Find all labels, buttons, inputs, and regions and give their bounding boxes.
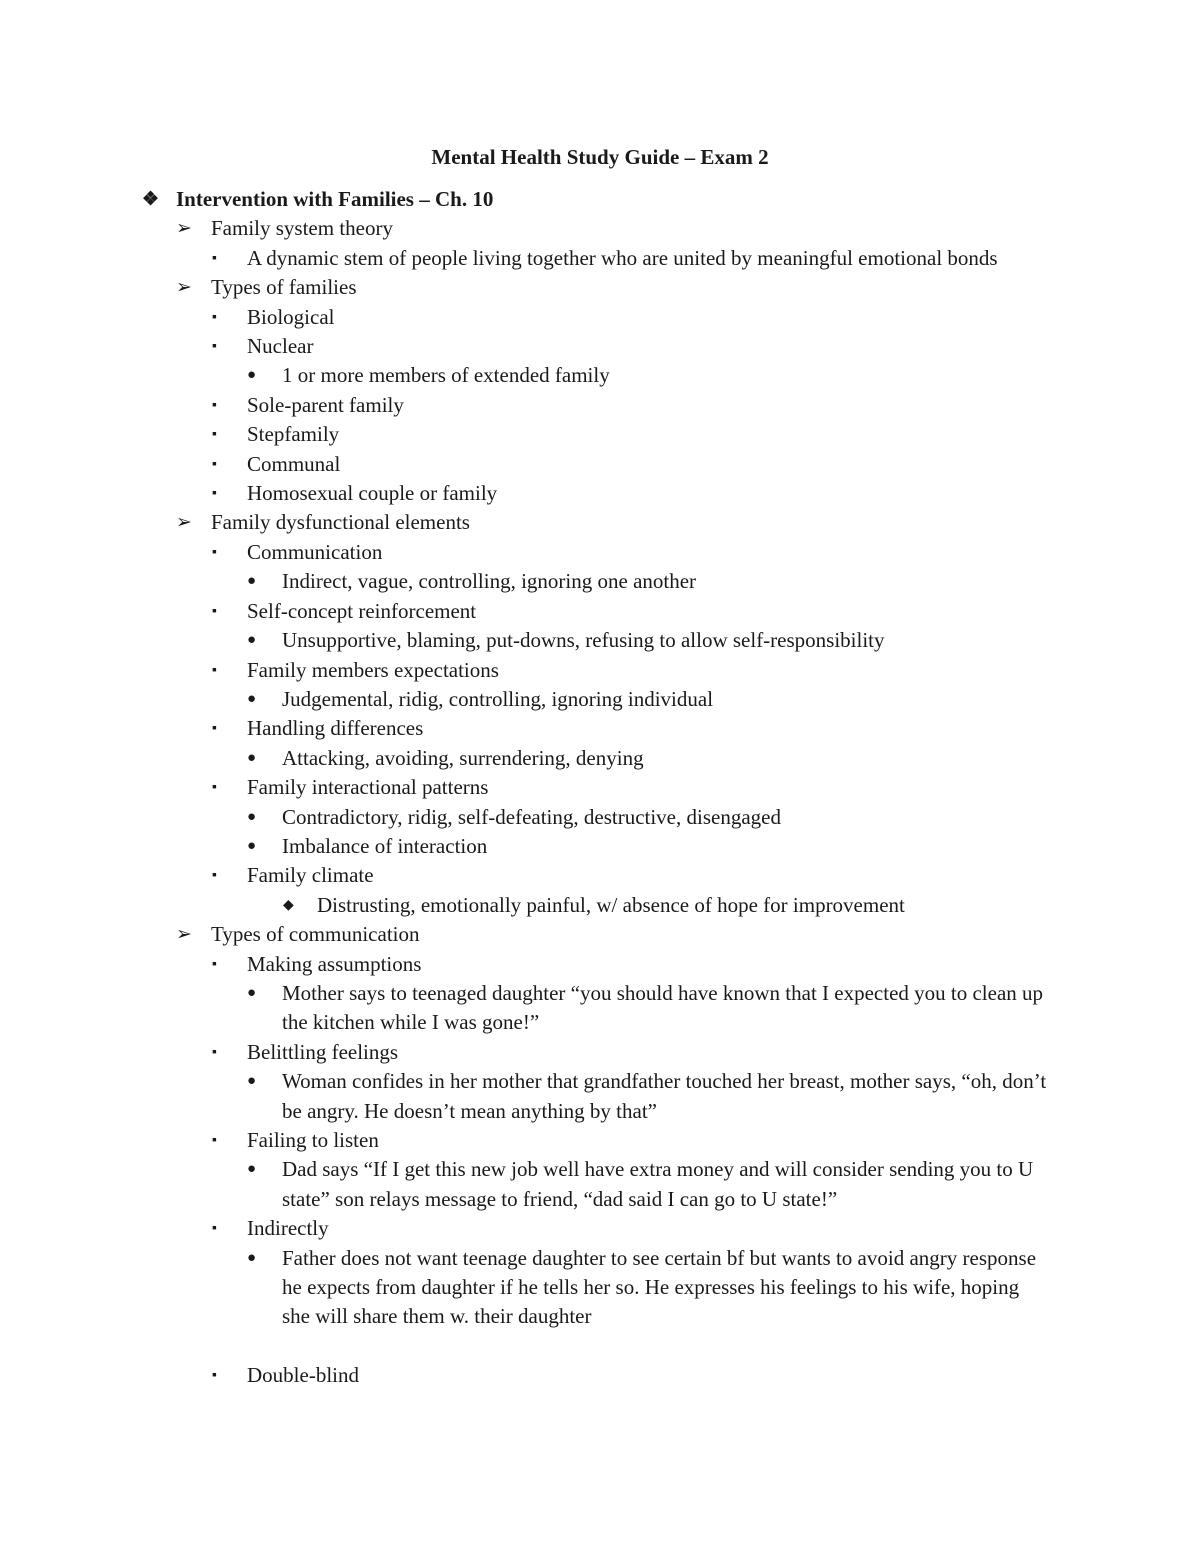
list-item-text: Family members expectations [247,657,499,682]
bullet-icon: ▪ [212,309,217,325]
list-item [0,1067,1200,1126]
list-item-text: Biological [247,304,335,329]
list-item [0,979,1200,1038]
list-item-text: Handling differences [247,716,424,741]
list-item-text: Communication [247,539,383,564]
bullet-icon: ▪ [212,1221,217,1237]
list-item-text: Father does not want teenage daughter to see certain bf but wants to avoid angry response he expects from daughter if he tells her so. He expresses his feelings to his wife, hoping she will share them w. their daughter [282,1245,1037,1329]
list-item-text: Indirectly [247,1216,329,1241]
outline-list [0,185,1200,1390]
list-item [0,244,1200,273]
section-heading [0,185,1200,214]
list-item [0,714,1200,743]
list-item-text: Judgemental, ridig, controlling, ignoring individual [282,686,714,711]
bullet-icon: ◆ [283,897,294,913]
list-item [0,744,1200,773]
list-item-text: Homosexual couple or family [247,481,498,506]
list-item-text: Double-blind [247,1362,359,1387]
list-item [0,361,1200,390]
list-item-text: Types of families [211,275,357,300]
bullet-icon: ➢ [176,512,192,534]
list-item [0,656,1200,685]
bullet-icon: ● [247,1161,257,1178]
bullet-icon: ● [247,573,257,590]
list-item-text: Sole-parent family [247,392,404,417]
list-item [0,626,1200,655]
bullet-icon: ▪ [212,1367,217,1383]
bullet-icon: ▪ [212,868,217,884]
list-item [0,303,1200,332]
list-item [0,1361,1200,1390]
list-item-text: Woman confides in her mother that grandfather touched her breast, mother says, “oh, don’t be angry. He doesn’t mean anything by that” [282,1069,1047,1123]
list-item [0,891,1200,920]
bullet-icon: ▪ [212,956,217,972]
list-item-text: Stepfamily [247,422,340,447]
list-item [0,1244,1200,1332]
list-item [0,597,1200,626]
list-item-text: A dynamic stem of people living together who are united by meaningful emotional bonds [247,245,998,270]
list-item-text: Nuclear [247,334,314,359]
list-item-text: Belittling feelings [247,1039,399,1064]
bullet-icon: ▪ [212,250,217,266]
bullet-icon: ➢ [176,277,192,299]
bullet-icon: ● [247,367,257,384]
list-item-text: Self-concept reinforcement [247,598,477,623]
list-item-text: Communal [247,451,341,476]
bullet-icon: ▪ [212,544,217,560]
list-item [0,803,1200,832]
list-item-text: Types of communication [211,922,420,947]
list-item-text: Failing to listen [247,1128,379,1152]
bullet-icon: ● [247,1073,257,1090]
page-title: Mental Health Study Guide – Exam 2 [431,145,769,169]
bullet-icon: ▪ [212,339,217,355]
list-item [0,920,1200,949]
bullet-icon: ▪ [212,486,217,502]
list-item-text: Dad says “If I get this new job well have extra money and will consider sending you to U state” son relays message to friend, “dad said I can go to U state!” [282,1157,1034,1211]
bullet-icon: ● [247,749,257,766]
list-item [0,420,1200,449]
list-item [0,450,1200,479]
list-item [0,214,1200,243]
list-item [0,773,1200,802]
list-item-text: Making assumptions [247,951,422,976]
bullet-icon: ● [247,632,257,649]
list-item-text: Mother says to teenaged daughter “you should have known that I expected you to clean up the kitchen while I was gone!” [282,980,1044,1035]
bullet-icon: ▪ [212,456,217,472]
list-item-text: Indirect, vague, controlling, ignoring one another [282,569,697,594]
list-item [0,508,1200,537]
bullet-icon: ▪ [212,603,217,619]
list-item [0,567,1200,596]
bullet-icon: ● [247,690,257,707]
list-item [0,1038,1200,1067]
list-item [0,685,1200,714]
list-item-text: Attacking, avoiding, surrendering, denying [282,745,644,770]
bullet-icon: ➢ [176,924,192,946]
list-item [0,1126,1200,1155]
list-item-text: Imbalance of interaction [282,833,488,858]
list-item [0,861,1200,890]
bullet-icon: ▪ [212,1133,217,1148]
list-item [0,1155,1200,1214]
list-item-text: Intervention with Families – Ch. 10 [176,187,494,211]
bullet-icon: ▪ [212,721,217,737]
list-item [0,832,1200,861]
list-item-text: Family climate [247,863,374,888]
list-item [0,332,1200,361]
list-item [0,1214,1200,1243]
list-item-text: Contradictory, ridig, self-defeating, destructive, disengaged [282,804,781,829]
bullet-icon: ➢ [176,218,192,240]
bullet-icon: ▪ [212,397,217,413]
list-item-text: 1 or more members of extended family [282,363,610,388]
list-item-text: Family system theory [211,216,393,241]
bullet-icon: ▪ [212,662,217,678]
list-item-text: Unsupportive, blaming, put-downs, refusing to allow self-responsibility [282,628,885,653]
bullet-icon: ▪ [212,427,217,443]
list-item [0,391,1200,420]
list-item [0,538,1200,567]
list-item-text: Distrusting, emotionally painful, w/ absence of hope for improvement [317,892,905,917]
list-item-text: Family interactional patterns [247,775,489,800]
list-item [0,273,1200,302]
list-item [0,479,1200,508]
bullet-icon: ● [247,837,257,854]
bullet-icon: ▪ [212,780,217,796]
bullet-icon: ● [247,808,257,825]
bullet-icon: ● [247,984,257,1001]
bullet-icon: ❖ [142,189,160,210]
list-item [0,950,1200,979]
bullet-icon: ▪ [212,1044,217,1060]
list-item-text: Family dysfunctional elements [211,510,470,535]
bullet-icon: ● [247,1249,257,1266]
